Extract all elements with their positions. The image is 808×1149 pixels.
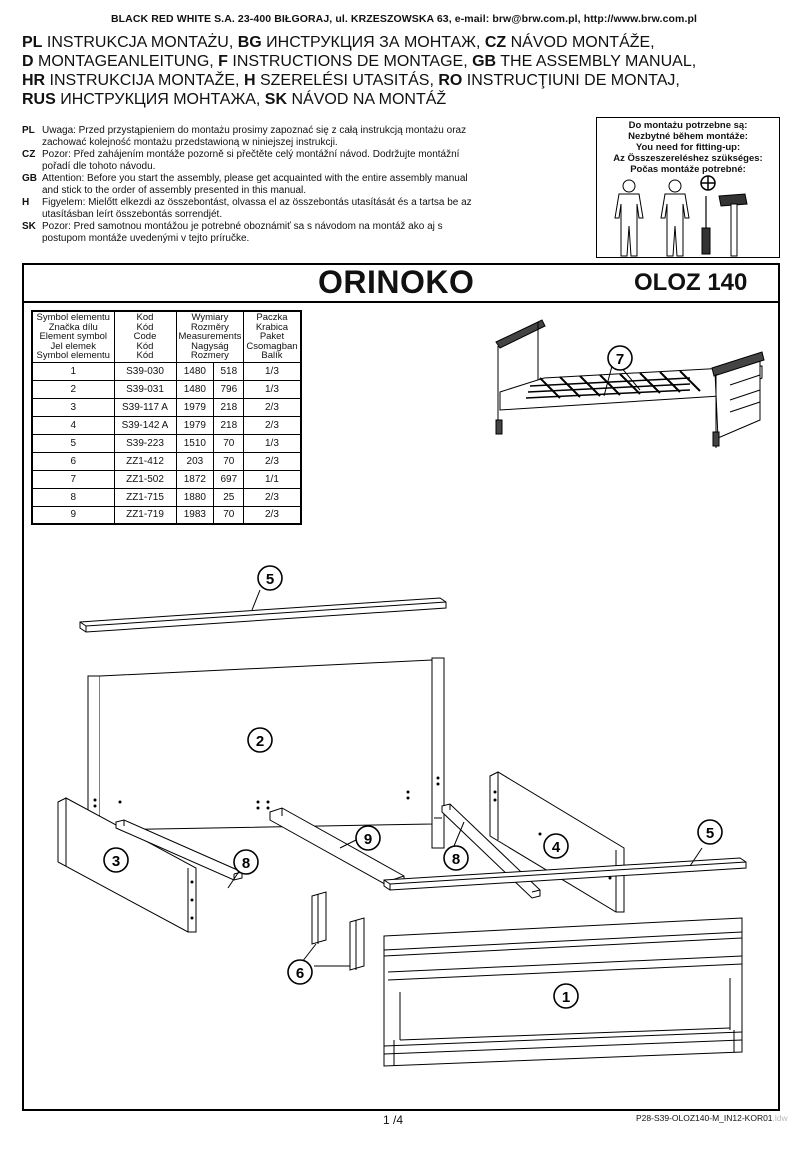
table-cell: 2/3 xyxy=(244,416,301,434)
title-text: ИНСТРУКЦИЯ ЗА МОНТАЖ, xyxy=(261,34,485,51)
title-text: INSTRUKCJA MONTAŻU, xyxy=(42,34,238,51)
header-line: Nagyság xyxy=(191,340,229,352)
model-code: OLOZ 140 xyxy=(634,269,748,296)
language-code: PL xyxy=(22,34,43,51)
header-line: Kód xyxy=(136,321,154,333)
callout-label: 2 xyxy=(255,733,265,750)
callout-7 xyxy=(608,346,632,370)
callout-label: 6 xyxy=(295,965,305,982)
callout-8-right xyxy=(444,846,468,870)
callout-label: 8 xyxy=(451,851,461,868)
warning-text: and stick to the order of assembly presented in this manual. xyxy=(42,185,307,196)
page-number: 1 /4 xyxy=(383,1113,404,1127)
warning-text: utasításban leírt összebontás sorrendjét. xyxy=(42,209,223,220)
language-code: PL xyxy=(22,125,35,136)
title-text: INSTRUKCIJA MONTAŽE, xyxy=(45,72,244,89)
language-code: GB xyxy=(22,173,37,184)
table-cell: 2/3 xyxy=(244,398,301,416)
part-2-headboard-drawing xyxy=(88,658,444,848)
table-cell: 70 xyxy=(214,506,244,524)
title-text: INSTRUCŢIUNI DE MONTAJ, xyxy=(462,72,680,89)
callout-label: 7 xyxy=(615,351,625,368)
header-line: Paczka xyxy=(256,312,288,323)
language-code: RUS xyxy=(22,91,56,108)
callout-label: 5 xyxy=(265,571,275,588)
header-line: Symbol elementu xyxy=(36,350,110,361)
table-cell: ZZ1-502 xyxy=(114,470,176,488)
callout-8-left xyxy=(234,850,258,874)
language-code: H xyxy=(22,197,30,208)
table-cell: 1480 xyxy=(176,380,214,398)
header-line: Balík xyxy=(261,350,283,361)
warning-text: Attention: Before you start the assembly, please get acquainted with the entire assembly manual xyxy=(42,173,468,184)
table-cell: 2/3 xyxy=(244,506,301,524)
table-cell: 203 xyxy=(176,452,214,470)
product-title: ORINOKO xyxy=(318,264,475,300)
callout-5-top xyxy=(258,566,282,590)
language-code: BG xyxy=(237,34,262,51)
title-text: NÁVOD MONTÁŽE, xyxy=(506,34,655,51)
table-cell: 218 xyxy=(214,416,244,434)
table-cell: 2/3 xyxy=(244,488,301,506)
title-text: NÁVOD NA MONTÁŽ xyxy=(287,91,447,108)
tools-line: Do montażu potrzebne są: xyxy=(628,120,748,131)
title-text: MONTAGEANLEITUNG, xyxy=(33,53,219,70)
table-cell: 70 xyxy=(214,434,244,452)
callout-6 xyxy=(288,960,312,984)
table-cell: 5 xyxy=(32,434,114,452)
header-line: Jel elemek xyxy=(50,340,96,352)
header-line: Csomagban xyxy=(246,340,298,352)
warning-text: postupom montáže uvedenými v tejto príručke. xyxy=(42,233,250,244)
header-line: Symbol elementu xyxy=(36,312,110,323)
title-text: INSTRUCTIONS DE MONTAGE, xyxy=(227,53,473,70)
table-cell: 518 xyxy=(214,362,244,380)
table-cell: 796 xyxy=(214,380,244,398)
language-code: RO xyxy=(438,72,463,89)
table-cell: 8 xyxy=(32,488,114,506)
part-5-rail-drawing xyxy=(80,590,446,632)
table-cell: 7 xyxy=(32,470,114,488)
callout-label: 8 xyxy=(241,855,251,872)
header-line: Wymiary xyxy=(191,312,229,323)
callout-label: 3 xyxy=(111,853,121,870)
warning-text: zachować kolejność montażu przedstawioną w niniejszej instrukcji. xyxy=(42,137,338,148)
table-cell: 25 xyxy=(214,488,244,506)
table-cell: 1872 xyxy=(176,470,214,488)
table-cell: 70 xyxy=(214,452,244,470)
document-code xyxy=(636,1113,788,1123)
callout-3 xyxy=(104,848,128,872)
table-cell: 1979 xyxy=(176,416,214,434)
company-header: BLACK RED WHITE S.A. 23-400 BIŁGORAJ, ul. KRZESZOWSKA 63, e-mail: brw@brw.com.pl, http://www.brw.com.pl xyxy=(110,13,698,25)
table-cell: 1 xyxy=(32,362,114,380)
header-line: Rozmery xyxy=(190,350,229,361)
header-line: Code xyxy=(133,331,157,342)
table-cell: S39-223 xyxy=(114,434,176,452)
header-line: Rozměry xyxy=(190,321,229,333)
table-cell: 2 xyxy=(32,380,114,398)
warning-text: Figyelem: Mielőtt elkezdi az összebontást, olvassa el az összebontás utasítását és a tartsa be az xyxy=(42,197,472,208)
callout-9 xyxy=(356,826,380,850)
language-code: GB xyxy=(472,53,497,70)
callout-label: 1 xyxy=(561,989,571,1006)
header-line: Kod xyxy=(136,312,154,323)
header-line: Kód xyxy=(136,340,154,352)
header-line: Element symbol xyxy=(39,331,108,342)
table-cell: 4 xyxy=(32,416,114,434)
table-cell: 1/1 xyxy=(244,470,301,488)
warning-text: Uwaga: Przed przystąpieniem do montażu prosimy zapoznać się z całą instrukcją montażu oraz xyxy=(42,125,467,136)
tools-line: Počas montáže potrebné: xyxy=(630,164,746,175)
table-cell: S39-030 xyxy=(114,362,176,380)
document-code-suffix: .ldw xyxy=(772,1113,788,1123)
tools-line: You need for fitting-up: xyxy=(635,142,741,153)
table-cell: 1/3 xyxy=(244,434,301,452)
tools-line: Nezbytné během montáže: xyxy=(628,131,748,142)
callout-2 xyxy=(248,728,272,752)
table-cell: 3 xyxy=(32,398,114,416)
title-text: ИНСТРУКЦИЯ МОНТАЖА, xyxy=(55,91,265,108)
table-cell: 1480 xyxy=(176,362,214,380)
header-line: Measurements xyxy=(178,331,242,342)
header-line: Paket xyxy=(259,331,285,342)
title-text: SZERELÉSI UTASITÁS, xyxy=(255,72,439,89)
table-cell: ZZ1-715 xyxy=(114,488,176,506)
table-cell: 697 xyxy=(214,470,244,488)
language-code: CZ xyxy=(22,149,36,160)
callout-4 xyxy=(544,834,568,858)
language-code: F xyxy=(218,53,228,70)
header-line: Kód xyxy=(136,350,154,361)
callout-label: 4 xyxy=(551,839,561,856)
language-code: HR xyxy=(22,72,46,89)
language-code: CZ xyxy=(484,34,507,51)
title-text: THE ASSEMBLY MANUAL, xyxy=(496,53,697,70)
table-cell: 9 xyxy=(32,506,114,524)
warning-text: pořadí dle tohoto návodu. xyxy=(42,161,156,172)
language-code: SK xyxy=(22,221,36,232)
warning-text: Pozor: Před zahájením montáže pozorně si přečtěte celý montážní návod. Dodržujte montážní xyxy=(42,149,460,160)
table-cell: S39-117 A xyxy=(114,398,176,416)
table-cell: 1/3 xyxy=(244,362,301,380)
callout-label: 9 xyxy=(363,831,373,848)
header-line: Krabica xyxy=(255,321,289,333)
table-cell: 218 xyxy=(214,398,244,416)
table-cell: S39-031 xyxy=(114,380,176,398)
tools-line: Az Összeszereléshez szükséges: xyxy=(613,153,763,164)
table-cell: 6 xyxy=(32,452,114,470)
table-cell: 1/3 xyxy=(244,380,301,398)
table-cell: 2/3 xyxy=(244,452,301,470)
warning-text: Pozor: Pred samotnou montážou je potrebné oboznámiť sa s návodom na montáž ako aj s xyxy=(42,221,443,232)
table-cell: 1983 xyxy=(176,506,214,524)
language-code: H xyxy=(243,72,256,89)
document-code-text: P28-S39-OLOZ140-M_IN12-KOR01 xyxy=(636,1113,773,1123)
table-cell: 1979 xyxy=(176,398,214,416)
table-cell: ZZ1-719 xyxy=(114,506,176,524)
table-cell: 1880 xyxy=(176,488,214,506)
table-cell: 1510 xyxy=(176,434,214,452)
callout-5-lower xyxy=(698,820,722,844)
table-cell: S39-142 A xyxy=(114,416,176,434)
header-line: Značka dílu xyxy=(48,321,98,333)
language-code: D xyxy=(22,53,34,70)
assembled-bed-drawing xyxy=(496,320,764,448)
part-6-legs-drawing xyxy=(302,892,364,970)
callout-1 xyxy=(554,984,578,1008)
language-code: SK xyxy=(264,91,288,108)
callout-label: 5 xyxy=(705,825,715,842)
table-cell: ZZ1-412 xyxy=(114,452,176,470)
